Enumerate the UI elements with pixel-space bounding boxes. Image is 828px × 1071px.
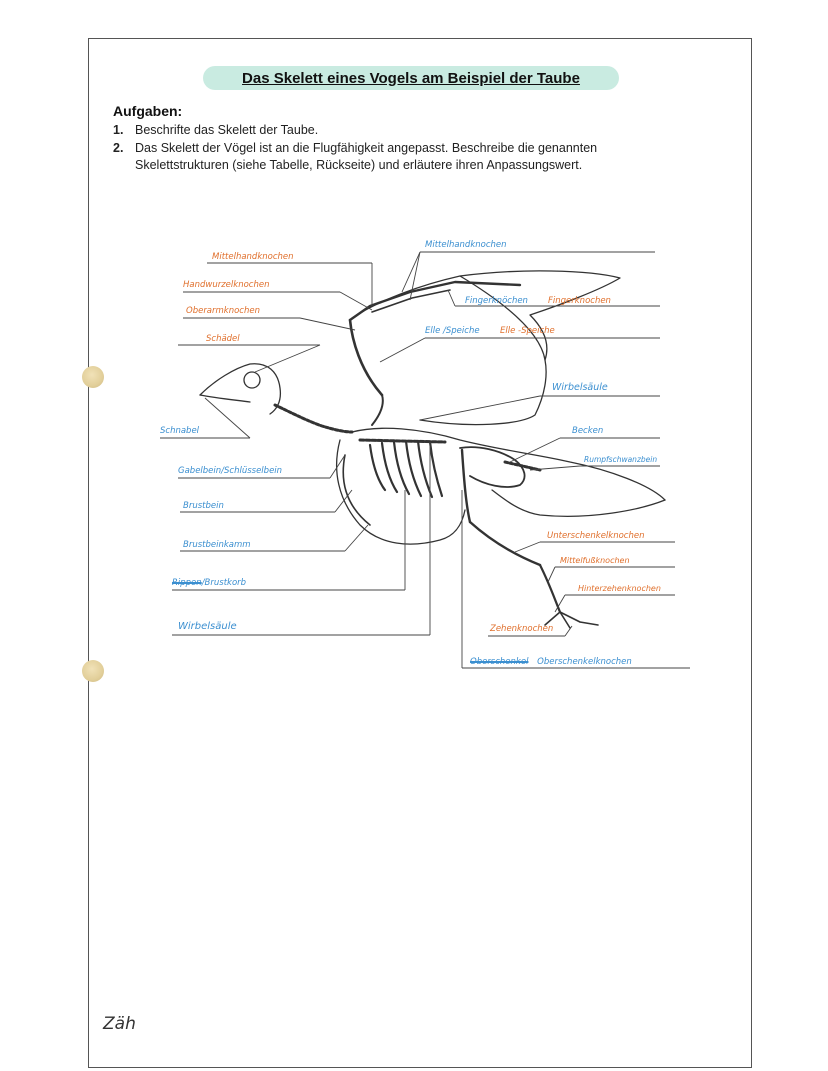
sternum-keel — [343, 455, 370, 525]
label-mittelhandknochen-left: Mittelhandknochen — [212, 252, 294, 262]
label-wirbelsaeule-left: Wirbelsäule — [178, 621, 237, 632]
label-fingerknochen-a: Fingerknöchen — [465, 296, 528, 306]
label-schaedel: Schädel — [206, 334, 240, 344]
back-vertebrae — [360, 440, 445, 442]
task-1-number: 1. — [113, 123, 124, 137]
label-rippen-brustkorb — [172, 578, 246, 588]
ribcage — [370, 441, 442, 497]
label-brustbein: Brustbein — [183, 501, 224, 511]
tail-outline — [492, 490, 665, 516]
page-title: Das Skelett eines Vogels am Beispiel der Taube — [242, 69, 580, 87]
body-outline-lower — [337, 440, 465, 544]
neck-vertebrae — [275, 405, 352, 432]
label-brustkorb: /Brustkorb — [201, 578, 247, 588]
upper-wing-joint — [372, 395, 383, 425]
label-oberarmknochen: Oberarmknochen — [186, 306, 260, 316]
task-1-text: Beschrifte das Skelett der Taube. — [135, 123, 319, 137]
label-gabelbein: Gabelbein/Schlüsselbein — [178, 466, 283, 476]
femur — [462, 450, 470, 522]
label-elle-speiche-b: Elle -Speiche — [500, 326, 555, 336]
label-hinterzehenknochen: Hinterzehenknochen — [578, 584, 661, 593]
label-mittelhandknochen-right: Mittelhandknochen — [425, 240, 507, 250]
label-becken: Becken — [572, 426, 604, 436]
tarsometatarsus — [540, 565, 560, 612]
label-unterschenkelknochen: Unterschenkelknochen — [547, 531, 645, 541]
pelvis — [460, 447, 525, 487]
label-rippen-struck: Rippen — [172, 578, 202, 588]
label-oberschenkel-group — [470, 657, 632, 667]
eye-socket — [244, 372, 260, 388]
skull-outline — [200, 364, 280, 414]
tasks-heading: Aufgaben: — [113, 103, 183, 119]
label-schnabel: Schnabel — [160, 426, 200, 436]
label-struck-right: Oberschenkel — [470, 657, 529, 667]
task-2-text-line-1: Das Skelett der Vögel ist an die Flugfähigkeit angepasst. Beschreibe die genannten — [135, 141, 598, 155]
label-zehenknochen: Zehenknochen — [490, 624, 554, 634]
signature: Zäh — [103, 1014, 136, 1034]
label-brustbeinkamm: Brustbeinkamm — [183, 540, 251, 550]
beak-lower — [200, 395, 250, 402]
humerus-bone — [350, 320, 382, 395]
label-wirbelsaeule-right: Wirbelsäule — [552, 382, 608, 393]
task-2-number: 2. — [113, 141, 124, 155]
label-fingerknochen-b: Fingerknochen — [548, 296, 611, 306]
label-rumpfschwanzbein: Rumpfschwanzbein — [584, 455, 658, 464]
task-2-text-line-2: Skelettstrukturen (siehe Tabelle, Rückseite) und erläutere ihren Anpassungswert. — [135, 158, 583, 172]
tibia — [470, 522, 540, 565]
label-oberschenkelknochen: Oberschenkelknochen — [537, 657, 632, 667]
label-mittelfussknochen: Mittelfußknochen — [560, 556, 630, 565]
label-handwurzelknochen: Handwurzelknochen — [183, 280, 270, 290]
wing-outline — [352, 271, 620, 425]
label-elle-speiche-a: Elle /Speiche — [425, 326, 480, 336]
